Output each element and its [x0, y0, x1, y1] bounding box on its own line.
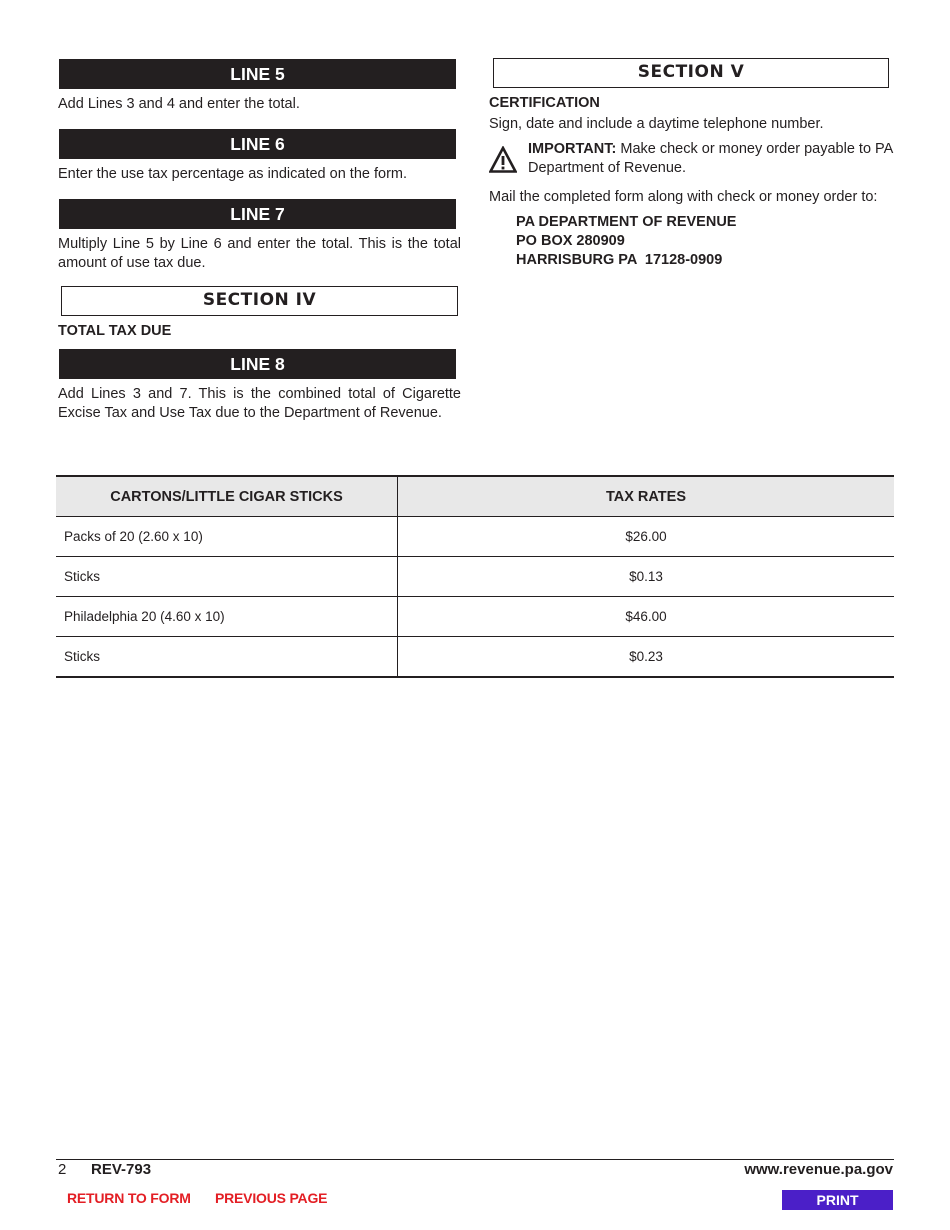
- certification-heading: CERTIFICATION: [489, 95, 600, 111]
- line5-text: Add Lines 3 and 4 and enter the total.: [58, 96, 300, 112]
- page-number: 2: [58, 1161, 67, 1178]
- line6-text: Enter the use tax percentage as indicated on the form.: [58, 166, 408, 182]
- table-row: [56, 637, 894, 678]
- address-line3: HARRISBURG PA 17128-0909: [516, 252, 723, 268]
- table-row: [56, 597, 894, 637]
- row-label: Sticks: [56, 557, 398, 597]
- right-column: [489, 58, 893, 270]
- line6-header: LINE 6: [59, 129, 456, 159]
- important-text: [528, 140, 893, 178]
- important-label: IMPORTANT:: [528, 141, 617, 157]
- address-line2: PO BOX 280909: [516, 233, 625, 249]
- row-rate: $46.00: [398, 597, 895, 637]
- line8-text: Add Lines 3 and 7. This is the combined total of Cigarette Excise Tax and Use Tax due to the Department of Revenue.: [58, 386, 461, 421]
- row-rate: $0.13: [398, 557, 895, 597]
- section4-subheading: TOTAL TAX DUE: [58, 323, 172, 339]
- section5-header: SECTION V: [493, 58, 889, 88]
- warning-triangle-icon: [489, 146, 517, 174]
- row-rate: $0.23: [398, 637, 895, 678]
- row-label: Sticks: [56, 637, 398, 678]
- print-button[interactable]: PRINT: [782, 1190, 893, 1210]
- website-link: www.revenue.pa.gov: [744, 1161, 893, 1178]
- line8-header: LINE 8: [59, 349, 456, 379]
- address-line1: PA DEPARTMENT OF REVENUE: [516, 214, 737, 230]
- footer-divider: [56, 1159, 894, 1160]
- line7-header: LINE 7: [59, 199, 456, 229]
- row-rate: $26.00: [398, 517, 895, 557]
- certification-text: Sign, date and include a daytime telephone number.: [489, 116, 824, 132]
- table-header-row: [56, 476, 894, 517]
- section4-header: SECTION IV: [61, 286, 458, 316]
- line5-header: LINE 5: [59, 59, 456, 89]
- column-header-tax-rates: TAX RATES: [398, 476, 895, 517]
- important-note: [489, 140, 893, 178]
- mailing-address: [516, 213, 893, 270]
- row-label: Philadelphia 20 (4.60 x 10): [56, 597, 398, 637]
- tax-rates-table: [56, 475, 894, 678]
- mail-text: Mail the completed form along with check or money order to:: [489, 189, 878, 205]
- important-body: Make check or money order payable to PA Department of Revenue.: [528, 141, 893, 176]
- left-column: [58, 59, 461, 423]
- column-header-cartons: CARTONS/LITTLE CIGAR STICKS: [56, 476, 398, 517]
- form-id: REV-793: [91, 1161, 152, 1178]
- previous-page-button[interactable]: PREVIOUS PAGE: [215, 1190, 328, 1206]
- row-label: Packs of 20 (2.60 x 10): [56, 517, 398, 557]
- return-to-form-button[interactable]: RETURN TO FORM: [67, 1190, 191, 1206]
- line7-text: Multiply Line 5 by Line 6 and enter the total. This is the total amount of use tax due.: [58, 236, 461, 271]
- table-row: [56, 557, 894, 597]
- table-row: [56, 517, 894, 557]
